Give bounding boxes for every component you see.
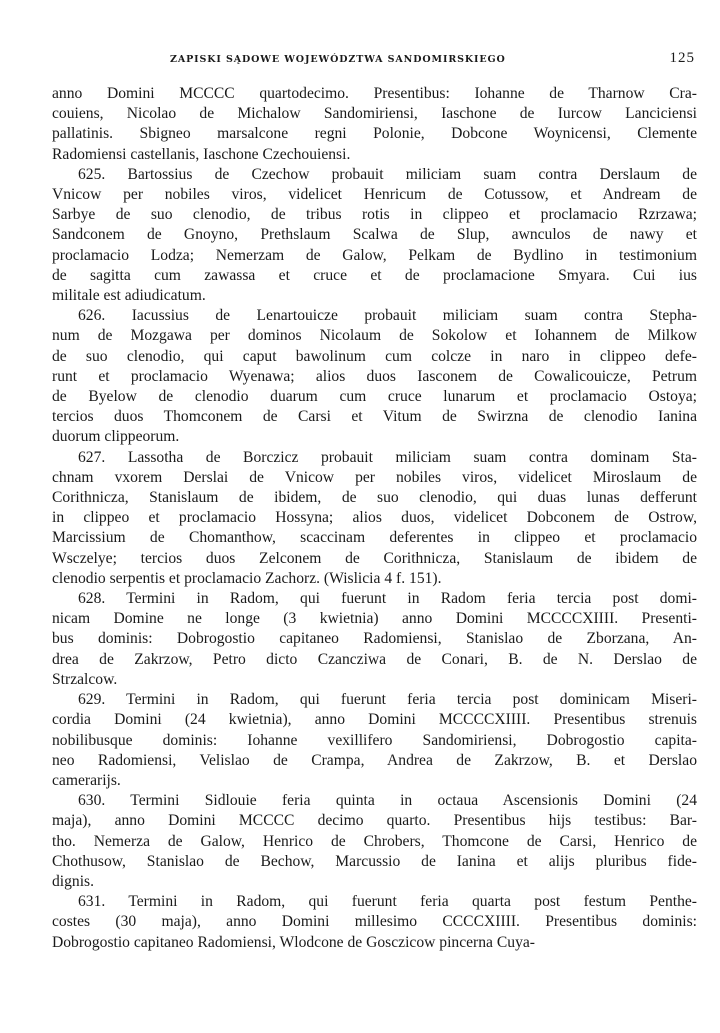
paragraph-entry-629 [52, 690, 697, 791]
paragraph-entry-628 [52, 589, 697, 690]
text-line: nicam Domine ne longe (3 kwietnia) anno Domini MCCCCXIIII. Presenti- [52, 610, 697, 628]
paragraph-entry-627 [52, 448, 697, 589]
paragraph-entry-626 [52, 306, 697, 447]
running-header [52, 48, 697, 74]
text-line: cordia Domini (24 kwietnia), anno Domini MCCCCXIIII. Presentibus strenuis [52, 711, 697, 729]
text-line: Chothusow, Stanislao de Bechow, Marcussio de Ianina et alijs pluribus fide- [52, 852, 697, 870]
text-line: anno Domini MCCCC quartodecimo. Presentibus: Iohanne de Tharnow Cra- [52, 85, 697, 102]
text-line: Dobrogostio capitaneo Radomiensi, Wlodcone de Gosczicow pincerna Cuya- [52, 933, 535, 951]
text-line: 629. Termini in Radom, qui fuerunt feria tercia post dominicam Miseri- [78, 691, 697, 709]
paragraph-entry-631 [52, 892, 697, 953]
text-line: Strzalcow. [52, 670, 118, 688]
text-line: proclamacio Lodza; Nemerzam de Galow, Pelkam de Bydlino in testimonium [52, 246, 697, 264]
text-line: duorum clippeorum. [52, 428, 180, 446]
text-line: 627. Lassotha de Borczicz probauit miliciam suam contra dominam Sta- [78, 448, 697, 466]
paragraph-entry-630 [52, 791, 697, 892]
page-number: 125 [669, 50, 695, 66]
text-line: 628. Termini in Radom, qui fuerunt in Radom feria tercia post domi- [78, 590, 697, 608]
text-line: num de Mozgawa per dominos Nicolaum de Sokolow et Iohannem de Milkow [52, 327, 697, 345]
text-line: pallatinis. Sbigneo marsalcone regni Polonie, Dobcone Woynicensi, Clemente [52, 125, 697, 143]
text-line: 631. Termini in Radom, qui fuerunt feria quarta post festum Penthe- [78, 893, 697, 911]
text-line: neo Radomiensi, Velislao de Crampa, Andrea de Zakrzow, B. et Derslao [52, 751, 697, 769]
text-line: de suo clenodio, qui caput bawolinum cum colcze in naro in clippeo defe- [52, 347, 697, 365]
text-line: nobilibusque dominis: Iohanne vexillifero Sandomiriensi, Dobrogostio capita- [52, 731, 697, 749]
text-line: bus dominis: Dobrogostio capitaneo Radomiensi, Stanislao de Zborzana, An- [52, 630, 697, 648]
text-line: Vnicow per nobiles viros, videlicet Henricum de Cotussow, et Andream de [52, 186, 697, 204]
text-line: maja), anno Domini MCCCC decimo quarto. Presentibus hijs testibus: Bar- [52, 812, 697, 830]
page [52, 48, 697, 953]
text-line: Sandconem de Gnoyno, Prethslaum Scalwa de Slup, awnculos de nawy et [52, 226, 697, 244]
paragraph-entry-625 [52, 165, 697, 306]
text-line: militale est adiudicatum. [52, 287, 206, 305]
text-line: 626. Iacussius de Lenartouicze probauit miliciam suam contra Stepha- [78, 307, 697, 325]
text-line: Marcissium de Chomanthow, scaccinam deferentes in clippeo et proclamacio [52, 529, 697, 547]
text-line: Wsczelye; tercios duos Zelconem de Corithnicza, Stanislaum de ibidem de [52, 549, 697, 567]
text-line: runt et proclamacio Wyenawa; alios duos Iasconem de Cowalicouicze, Petrum [52, 367, 697, 385]
text-line: chnam vxorem Derslai de Vnicow per nobiles viros, videlicet Miroslaum de [52, 468, 697, 486]
text-line: de sagitta cum zawassa et cruce et de proclamacione Smyara. Cui ius [52, 266, 697, 284]
paragraph-intro [52, 84, 697, 165]
text-line: tho. Nemerza de Galow, Henrico de Chrobers, Thomcone de Carsi, Henrico de [52, 832, 697, 850]
text-line: de Byelow de clenodio duarum cum cruce lunarum et proclamacio Ostoya; [52, 388, 697, 406]
text-line: Radomiensi castellanis, Iaschone Czechouiensi. [52, 145, 351, 163]
text-line: costes (30 maja), anno Domini millesimo CCCCXIIII. Presentibus dominis: [52, 913, 697, 931]
text-line: dignis. [52, 872, 95, 890]
text-line: camerarijs. [52, 771, 121, 789]
text-line: Sarbye de suo clenodio, de tribus rotis in clippeo et proclamacio Rzrzawa; [52, 206, 697, 224]
body-text [52, 84, 697, 953]
text-line: couiens, Nicolao de Michalow Sandomiriensi, Iaschone de Iurcow Lanciciensi [52, 105, 697, 123]
text-line: 625. Bartossius de Czechow probauit miliciam suam contra Derslaum de [78, 165, 697, 183]
text-line: Corithnicza, Stanislaum de ibidem, de suo clenodio, qui duas lunas defferunt [52, 489, 697, 507]
text-line: clenodio serpentis et proclamacio Zachorz. (Wislicia 4 f. 151). [52, 569, 442, 587]
text-line: drea de Zakrzow, Petro dicto Czancziwa de Conari, B. de N. Derslao de [52, 650, 697, 668]
running-title: ZAPISKI SĄDOWE WOJEWÓDZTWA SANDOMIRSKIEGO [170, 54, 506, 65]
text-line: tercios duos Thomconem de Carsi et Vitum de Swirzna de clenodio Ianina [52, 408, 697, 426]
text-line: in clippeo et proclamacio Hossyna; alios duos, videlicet Dobconem de Ostrow, [52, 509, 697, 527]
text-line: 630. Termini Sidlouie feria quinta in octaua Ascensionis Domini (24 [78, 792, 697, 810]
